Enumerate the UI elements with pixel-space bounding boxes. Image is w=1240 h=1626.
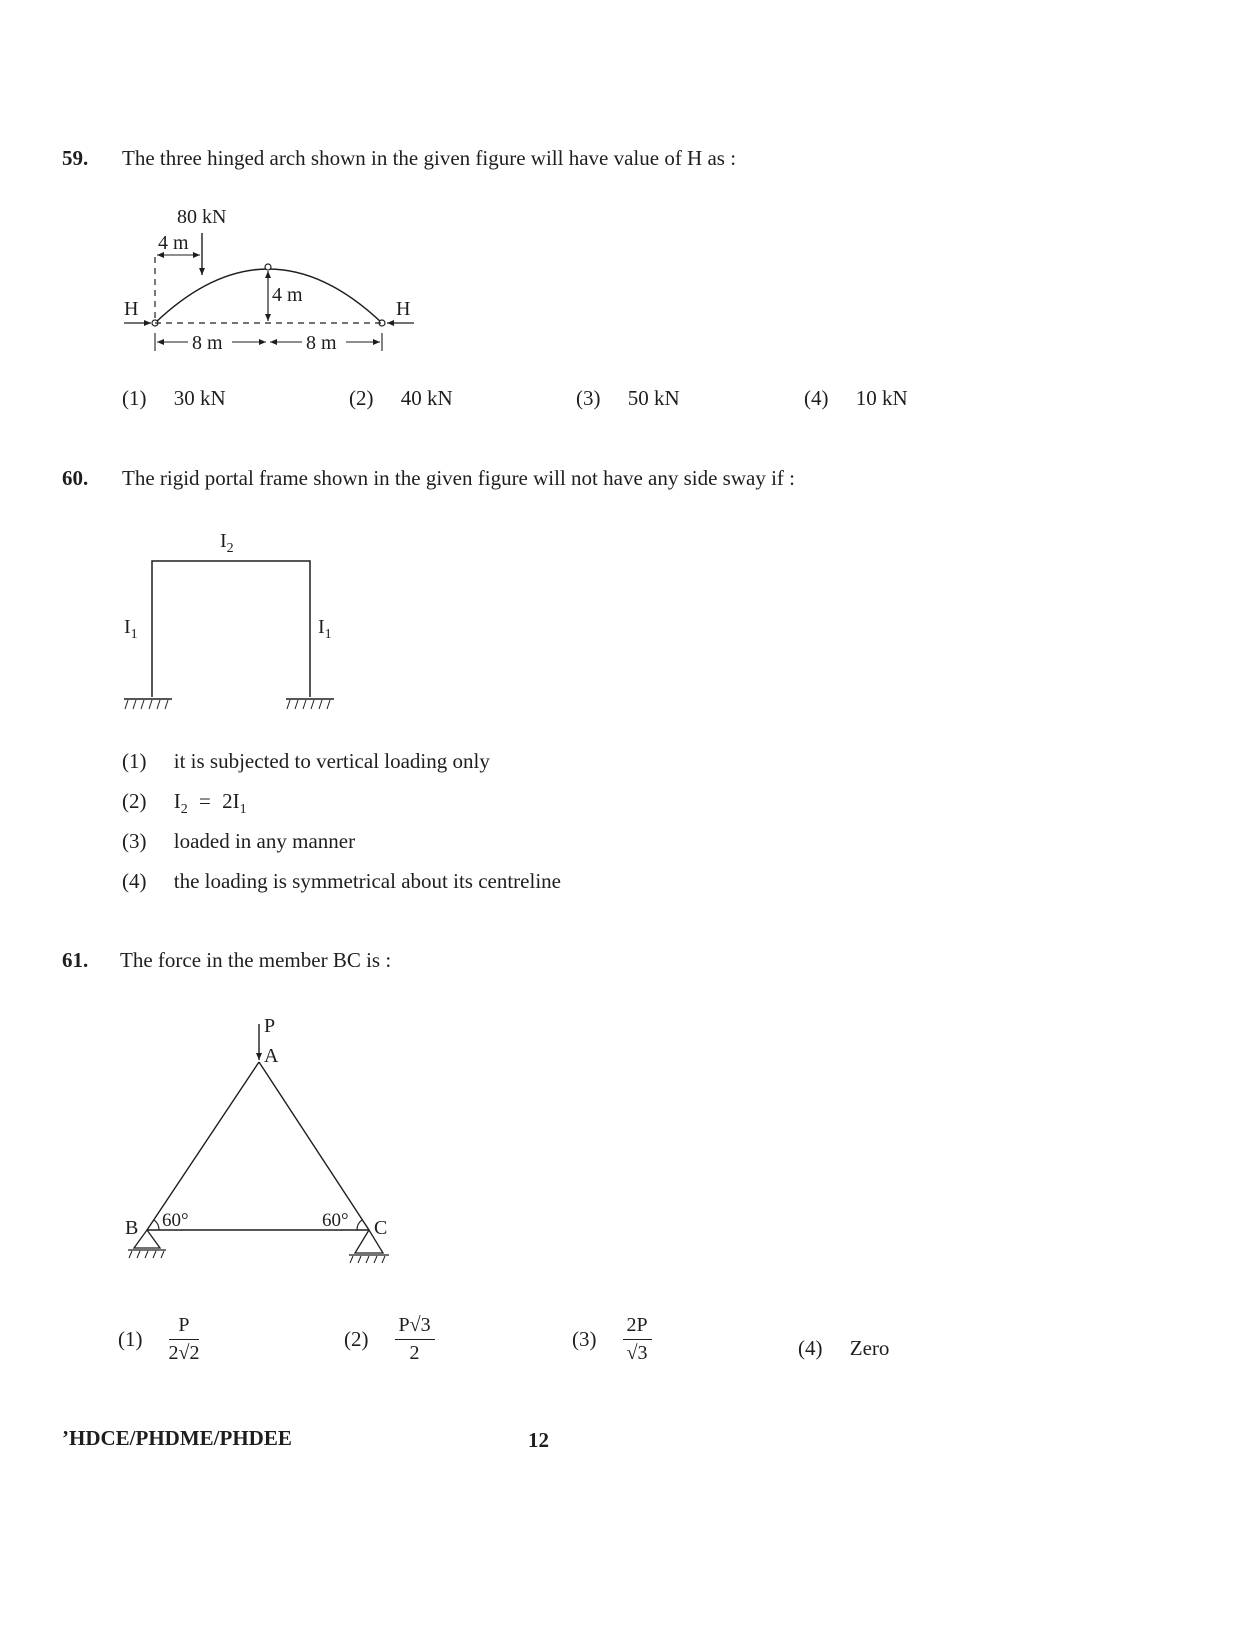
option-1[interactable]: (1) it is subjected to vertical loading only [122, 749, 490, 773]
angle-c-label: 60° [322, 1210, 349, 1231]
rise-label: 4 m [272, 284, 303, 306]
question-text: The three hinged arch shown in the given figure will have value of H as : [122, 146, 737, 170]
option-2[interactable]: (2) $I_2 = 2I_1$ [122, 789, 247, 818]
left-column-label: I [124, 616, 131, 638]
member-ab [147, 1062, 259, 1230]
option-2[interactable]: (2) 40 kN [349, 386, 453, 410]
right-column-label: I [318, 616, 325, 638]
left-column-sub: 1 [130, 627, 138, 642]
option-3[interactable]: (3) loaded in any manner [122, 829, 356, 853]
fraction: $\frac{2P}{√3}$ [623, 1314, 652, 1365]
option-2[interactable]: (2) $\frac{P√3}{2}$ [344, 1314, 435, 1365]
three-hinged-arch-figure [110, 195, 450, 365]
node-a-label: A [264, 1045, 279, 1067]
node-c-label: C [374, 1217, 388, 1239]
load-offset-label: 4 m [158, 232, 189, 254]
beam-label: I [220, 530, 227, 552]
node-b-label: B [125, 1217, 139, 1239]
page-number: 12 [528, 1428, 549, 1452]
question-number: 61. [62, 948, 89, 972]
question-text: The rigid portal frame shown in the given figure will not have any side sway if : [122, 466, 795, 490]
option-4[interactable]: (4) the loading is symmetrical about its centreline [122, 869, 561, 893]
load-label: P [264, 1015, 276, 1037]
option-3[interactable]: (3) $\frac{2P}{√3}$ [572, 1314, 652, 1365]
option-4[interactable]: (4) Zero [798, 1336, 890, 1360]
right-reaction-label: H [396, 298, 411, 320]
right-span-label: 8 m [306, 332, 337, 354]
fraction: $\frac{P√3}{2}$ [395, 1314, 435, 1365]
crown-hinge [265, 264, 271, 270]
portal-frame [152, 561, 310, 697]
load-label: 80 kN [177, 206, 227, 228]
question-text: The force in the member BC is : [120, 948, 392, 972]
option-3[interactable]: (3) 50 kN [576, 386, 680, 410]
left-reaction-label: H [124, 298, 139, 320]
truss-figure [110, 1010, 420, 1280]
fraction: $\frac{P}{2√2}$ [168, 1314, 200, 1364]
angle-b-label: 60° [162, 1210, 189, 1231]
right-column-sub: 1 [324, 627, 332, 642]
paper-code: ’HDCE/PHDME/PHDEE [62, 1426, 292, 1450]
option-1[interactable]: (1) 30 kN [122, 386, 226, 410]
question-number: 60. [62, 466, 89, 490]
member-ac [259, 1062, 369, 1230]
left-span-label: 8 m [192, 332, 223, 354]
beam-sub: 2 [226, 541, 234, 556]
svg-text:I1 [124, 616, 138, 642]
svg-text:I1 [318, 616, 332, 642]
question-number: 59. [62, 146, 89, 170]
option-1[interactable]: (1) $\frac{P}{2√2}$ [118, 1314, 200, 1364]
option-4[interactable]: (4) 10 kN [804, 386, 908, 410]
portal-frame-figure [110, 525, 370, 725]
svg-text:I2 [220, 530, 234, 556]
